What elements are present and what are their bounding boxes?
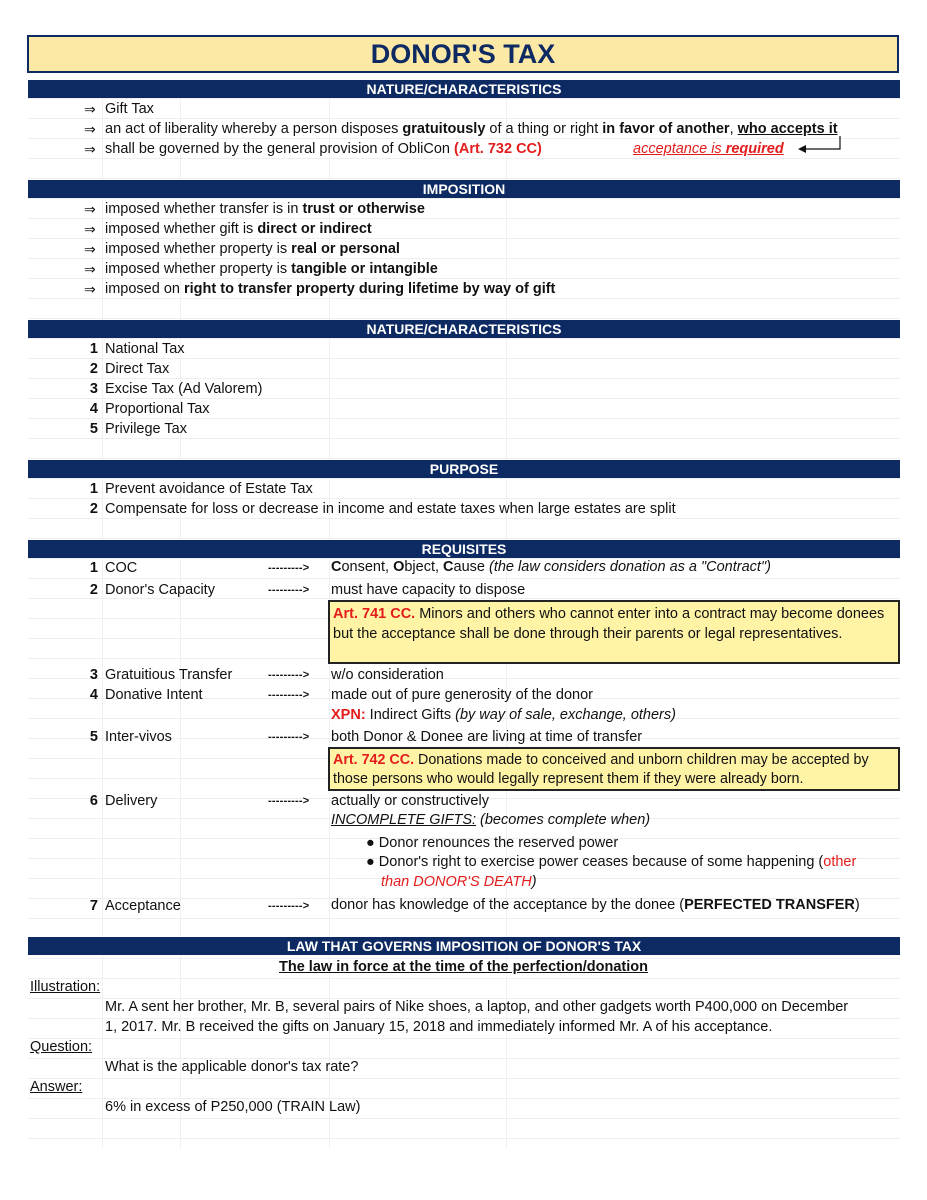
requisite-label: Donative Intent [105, 687, 203, 703]
item-number: 7 [89, 898, 98, 914]
grid-line [28, 498, 900, 499]
article-742-box: Art. 742 CC. Donations made to conceived and unborn children may be accepted by those persons who would legally represent them if they were already born. [328, 747, 900, 791]
answer-text: 6% in excess of P250,000 (TRAIN Law) [105, 1099, 361, 1115]
grid-line [28, 438, 900, 439]
item-number: 3 [89, 667, 98, 683]
grid-line [28, 1118, 900, 1119]
item-number: 4 [89, 687, 98, 703]
acceptance-note: acceptance is required [633, 141, 784, 157]
item-number: 2 [89, 501, 98, 517]
list-item: Proportional Tax [105, 401, 210, 417]
list-item: Compensate for loss or decrease in income and estate taxes when large estates are split [105, 501, 676, 517]
implies-arrow-icon: ⇒ [84, 221, 96, 237]
list-item: National Tax [105, 341, 185, 357]
grid-line [28, 158, 900, 159]
list-item: ● Donor renounces the reserved power [366, 835, 619, 851]
item-number: 2 [89, 582, 98, 598]
grid-line [28, 118, 900, 119]
list-item: an act of liberality whereby a person disposes gratuitously of a thing or right in favor of another, who accepts it [105, 121, 838, 137]
grid-line [28, 278, 900, 279]
item-number: 4 [89, 401, 98, 417]
requisite-desc: both Donor & Donee are living at time of transfer [331, 729, 643, 745]
answer-label: Answer: [30, 1079, 83, 1095]
exception-note: XPN: Indirect Gifts (by way of sale, exchange, others) [331, 707, 676, 723]
list-item: ● Donor's right to exercise power ceases because of some happening (other [366, 854, 857, 870]
grid-line [28, 138, 900, 139]
grid-line [28, 98, 900, 99]
requisite-desc: donor has knowledge of the acceptance by the donee (PERFECTED TRANSFER) [331, 897, 860, 913]
section-header-imposition: IMPOSITION [28, 180, 900, 198]
page-title: DONOR'S TAX [27, 35, 899, 73]
grid-line [28, 318, 900, 319]
list-item: imposed whether gift is direct or indirect [105, 221, 372, 237]
list-item: shall be governed by the general provision of ObliCon (Art. 732 CC) [105, 141, 542, 157]
dashed-arrow: ---------> [268, 584, 310, 596]
grid-line [28, 358, 900, 359]
requisite-desc: Consent, Object, Cause (the law considers donation as a "Contract") [331, 559, 771, 575]
implies-arrow-icon: ⇒ [84, 101, 96, 117]
grid-line [28, 518, 900, 519]
grid-line [28, 1138, 900, 1139]
implies-arrow-icon: ⇒ [84, 281, 96, 297]
list-item: Direct Tax [105, 361, 170, 377]
requisite-label: COC [105, 560, 138, 576]
item-number: 5 [89, 421, 98, 437]
item-number: 1 [89, 341, 98, 357]
question-label: Question: [30, 1039, 93, 1055]
incomplete-gifts-heading: INCOMPLETE GIFTS: (becomes complete when) [331, 812, 651, 828]
dashed-arrow: ---------> [268, 562, 310, 574]
list-item: Privilege Tax [105, 421, 187, 437]
grid-line [28, 478, 900, 479]
requisite-label: Delivery [105, 793, 158, 809]
grid-line [28, 538, 900, 539]
requisite-label: Donor's Capacity [105, 582, 215, 598]
list-item: imposed whether property is real or personal [105, 241, 400, 257]
list-item-cont: than DONOR'S DEATH) [381, 874, 537, 890]
grid-line [28, 238, 900, 239]
list-item: Excise Tax (Ad Valorem) [105, 381, 263, 397]
requisite-desc: must have capacity to dispose [331, 582, 526, 598]
implies-arrow-icon: ⇒ [84, 261, 96, 277]
item-number: 5 [89, 729, 98, 745]
dashed-arrow: ---------> [268, 795, 310, 807]
list-item: imposed whether property is tangible or intangible [105, 261, 438, 277]
grid-line [28, 918, 900, 919]
grid-line [28, 578, 900, 579]
grid-line [28, 378, 900, 379]
item-number: 1 [89, 481, 98, 497]
section-header-requisites: REQUISITES [28, 540, 900, 558]
illustration-text: Mr. A sent her brother, Mr. B, several pairs of Nike shoes, a laptop, and other gadgets worth P400,000 on December [105, 999, 849, 1015]
item-number: 1 [89, 560, 98, 576]
grid-line [28, 178, 900, 179]
grid-line [28, 978, 900, 979]
section-header-purpose: PURPOSE [28, 460, 900, 478]
implies-arrow-icon: ⇒ [84, 141, 96, 157]
grid-line [28, 1038, 900, 1039]
requisite-label: Gratuitious Transfer [105, 667, 233, 683]
grid-line [28, 298, 900, 299]
requisite-label: Acceptance [105, 898, 181, 914]
question-text: What is the applicable donor's tax rate? [105, 1059, 359, 1075]
law-subheading: The law in force at the time of the perfection/donation [279, 959, 648, 975]
section-header-nature: NATURE/CHARACTERISTICS [28, 80, 900, 98]
left-arrow-icon [798, 134, 848, 156]
illustration-text: 1, 2017. Mr. B received the gifts on January 15, 2018 and immediately informed Mr. A of his acceptance. [105, 1019, 773, 1035]
grid-column-line [102, 98, 103, 1148]
list-item: Gift Tax [105, 101, 154, 117]
list-item: imposed whether transfer is in trust or otherwise [105, 201, 425, 217]
item-number: 2 [89, 361, 98, 377]
grid-line [28, 398, 900, 399]
requisite-desc: actually or constructively [331, 793, 489, 809]
grid-line [28, 458, 900, 459]
section-header-nature-2: NATURE/CHARACTERISTICS [28, 320, 900, 338]
list-item: Prevent avoidance of Estate Tax [105, 481, 313, 497]
section-header-law: LAW THAT GOVERNS IMPOSITION OF DONOR'S TAX [28, 937, 900, 955]
implies-arrow-icon: ⇒ [84, 201, 96, 217]
grid-line [28, 198, 900, 199]
dashed-arrow: ---------> [268, 669, 310, 681]
dashed-arrow: ---------> [268, 689, 310, 701]
dashed-arrow: ---------> [268, 731, 310, 743]
list-item: imposed on right to transfer property during lifetime by way of gift [105, 281, 556, 297]
grid-line [28, 258, 900, 259]
grid-line [28, 338, 900, 339]
grid-line [28, 218, 900, 219]
requisite-label: Inter-vivos [105, 729, 172, 745]
grid-line [28, 418, 900, 419]
grid-line [28, 1078, 900, 1079]
item-number: 3 [89, 381, 98, 397]
implies-arrow-icon: ⇒ [84, 121, 96, 137]
implies-arrow-icon: ⇒ [84, 241, 96, 257]
item-number: 6 [89, 793, 98, 809]
article-741-box: Art. 741 CC. Minors and others who cannot enter into a contract may become donees but the acceptance shall be done through their parents or legal representatives. [328, 600, 900, 664]
requisite-desc: w/o consideration [331, 667, 444, 683]
dashed-arrow: ---------> [268, 900, 310, 912]
illustration-label: Illustration: [30, 979, 101, 995]
requisite-desc: made out of pure generosity of the donor [331, 687, 593, 703]
